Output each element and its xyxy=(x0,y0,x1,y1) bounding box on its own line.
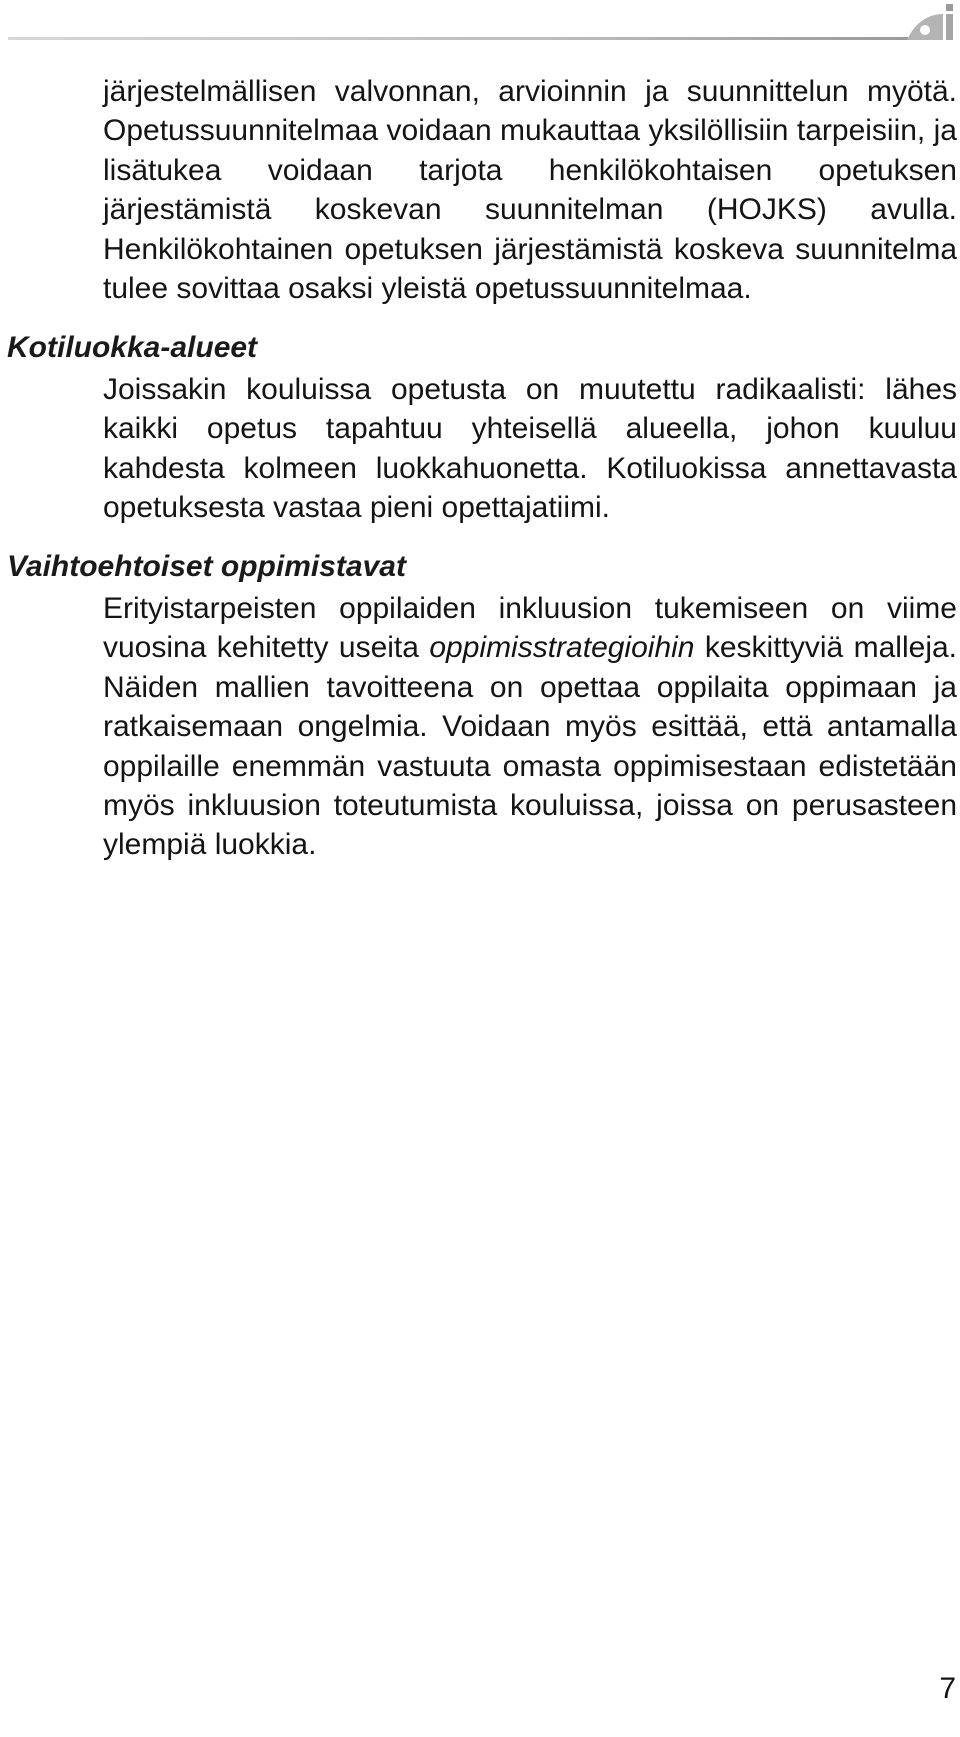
vaihtoehtoiset-paragraph xyxy=(103,589,957,865)
paragraph-text: keskittyviä malleja. Näiden mallien tavoitteena on opettaa oppilaita oppimaan ja ratkaisemaan ongelmia. Voidaan myös esittää, että antamalla oppilaille enemmän vastuuta omasta oppimisestaan edistetään myös inkluusion toteutumista kouluissa, joissa on perusasteen ylempiä luokkia. xyxy=(103,631,957,862)
emphasized-term: oppimisstrategioihin xyxy=(429,631,695,665)
section-heading-kotiluokka: Kotiluokka-alueet xyxy=(7,331,258,365)
paragraph-text: Erityistarpeisten oppilaiden inkluusion tukemiseen on viime vuosina kehitetty useita xyxy=(103,591,957,665)
document-body xyxy=(0,72,960,865)
section-heading-vaihtoehtoiset: Vaihtoehtoiset oppimistavat xyxy=(7,550,406,584)
page-number: 7 xyxy=(939,1672,956,1705)
intro-paragraph: järjestelmällisen valvonnan, arvioinnin ja suunnittelun myötä. Opetussuunnitelmaa voidaan mukauttaa yksilöllisiin tarpeisiin, ja lisätukea voidaan tarjota henkilökohtaisen opetuksen järjestämistä koskevan suunnitelman (HOJKS) avulla. Henkilökohtainen opetuksen järjestämistä koskeva suunnitelma tulee sovittaa osaksi yleistä opetussuunnitelmaa. xyxy=(103,75,957,306)
corner-emblem-icon xyxy=(905,0,960,46)
header-rule xyxy=(8,37,908,40)
kotiluokka-paragraph: Joissakin kouluissa opetusta on muutettu radikaalisti: lähes kaikki opetus tapahtuu yhteisellä alueella, johon kuuluu kahdesta kolmeen luokkahuonetta. Kotiluokissa annettavasta opetuksesta vastaa pieni opettajatiimi. xyxy=(103,372,957,525)
